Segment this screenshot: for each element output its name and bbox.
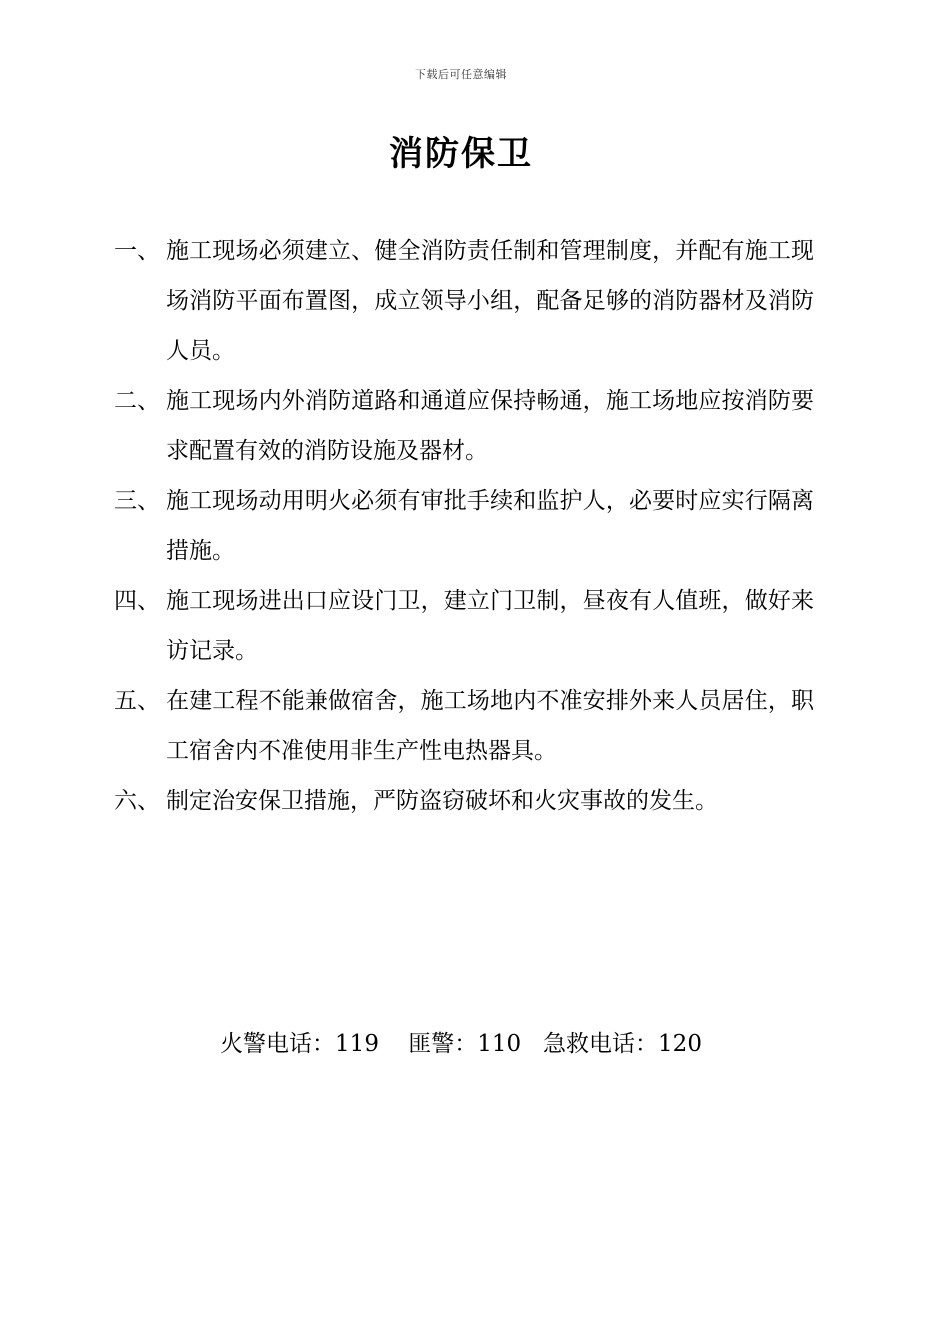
rule-number: 一、 bbox=[114, 238, 160, 264]
police-label: 匪警： bbox=[408, 1031, 478, 1057]
rule-item bbox=[114, 376, 814, 476]
rule-number: 二、 bbox=[114, 388, 160, 414]
police-number: 110 bbox=[477, 1031, 522, 1057]
rule-text: 施工现场内外消防道路和通道应保持畅通，施工场地应按消防要求配置有效的消防设施及器材。 bbox=[166, 388, 814, 464]
fire-number: 119 bbox=[335, 1031, 379, 1057]
rule-number: 四、 bbox=[114, 588, 160, 614]
ambulance-label: 急救电话： bbox=[543, 1031, 659, 1057]
rule-number: 五、 bbox=[114, 688, 160, 714]
emergency-contacts bbox=[0, 1025, 922, 1058]
rule-number: 三、 bbox=[114, 488, 160, 514]
rule-item bbox=[114, 776, 814, 826]
rule-text: 施工现场进出口应设门卫，建立门卫制，昼夜有人值班，做好来访记录。 bbox=[166, 588, 814, 664]
rules-list bbox=[114, 226, 814, 826]
header-note: 下载后可任意编辑 bbox=[415, 68, 507, 81]
rule-text: 在建工程不能兼做宿舍，施工场地内不准安排外来人员居住，职工宿舍内不准使用非生产性电热器具。 bbox=[166, 688, 814, 764]
rule-item bbox=[114, 226, 814, 376]
fire-label: 火警电话： bbox=[220, 1031, 336, 1057]
rule-text: 制定治安保卫措施，严防盗窃破坏和火灾事故的发生。 bbox=[166, 788, 718, 814]
page-title: 消防保卫 bbox=[389, 134, 533, 174]
rule-item bbox=[114, 676, 814, 776]
rule-text: 施工现场动用明火必须有审批手续和监护人，必要时应实行隔离措施。 bbox=[166, 488, 814, 564]
rule-item bbox=[114, 576, 814, 676]
rule-item bbox=[114, 476, 814, 576]
ambulance-number: 120 bbox=[658, 1031, 702, 1057]
rule-number: 六、 bbox=[114, 788, 160, 814]
rule-text: 施工现场必须建立、健全消防责任制和管理制度，并配有施工现场消防平面布置图，成立领导小组，配备足够的消防器材及消防人员。 bbox=[166, 238, 814, 364]
